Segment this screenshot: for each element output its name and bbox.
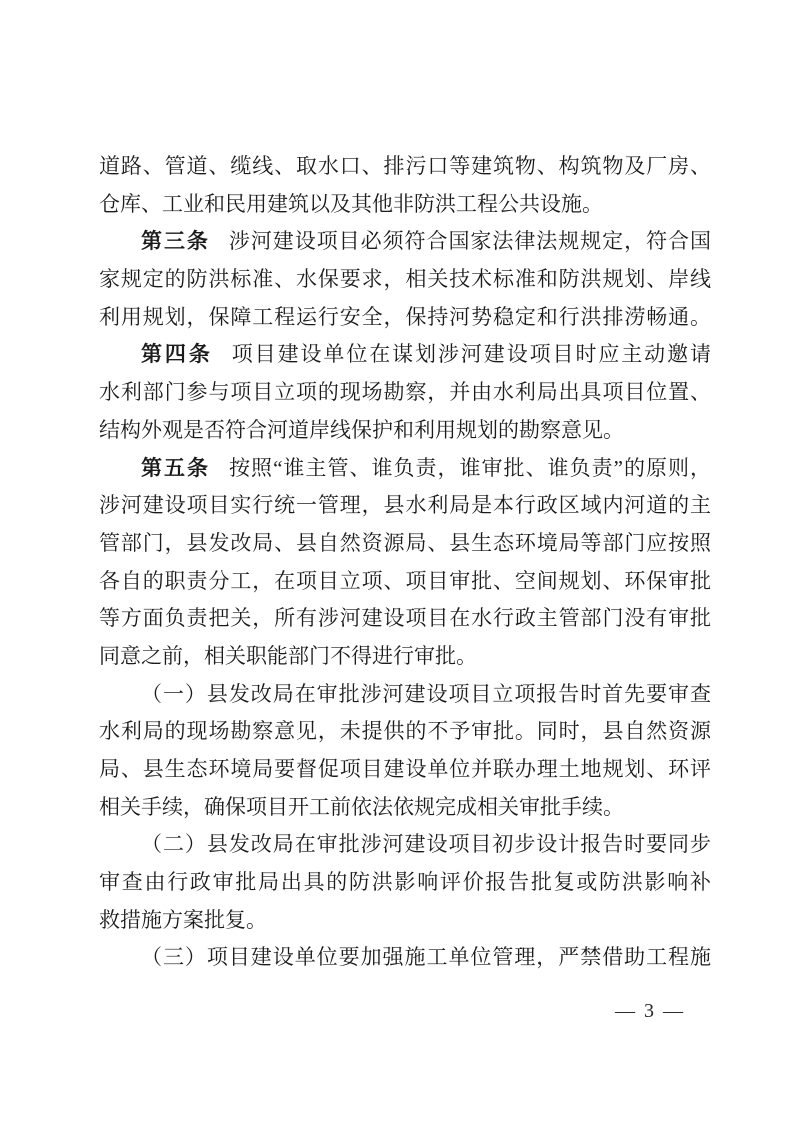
text-line [99,939,711,977]
text-line [99,902,711,940]
line-text: 涉河建设项目必须符合国家法律法规规定，符合国 [228,229,711,254]
text-line [99,563,711,601]
line-text: （二）县发改局在审批涉河建设项目初步设计报告时要同步 [141,832,711,857]
document-body [99,148,711,977]
text-line [99,148,711,186]
article-number: 第五条 [141,456,211,480]
line-text: 道路、管道、缆线、取水口、排污口等建筑物、构筑物及厂房、 [99,154,711,178]
text-line [99,450,711,488]
text-line [99,676,711,714]
line-text: 救措施方案批复。 [99,907,267,932]
line-text: 审查由行政审批局出具的防洪影响评价报告批复或防洪影响补 [99,870,711,895]
line-text: 利用规划，保障工程运行安全，保持河势稳定和行洪排涝畅通。 [99,304,711,329]
text-line [99,223,711,261]
text-line [99,299,711,337]
line-text: 家规定的防洪标准、水保要求，相关技术标准和防洪规划、岸线 [99,267,711,292]
line-text: 水利部门参与项目立项的现场勘察，并由水利局出具项目位置、 [99,380,711,405]
text-line [99,186,711,224]
line-text: 按照“谁主管、谁负责，谁审批、谁负责”的原则， [229,455,711,480]
line-text: （一）县发改局在审批涉河建设项目立项报告时首先要审查 [141,681,711,706]
text-line [99,525,711,563]
line-text: 各自的职责分工，在项目立项、项目审批、空间规划、环保审批 [99,568,711,593]
text-line [99,713,711,751]
text-line [99,336,711,374]
text-line [99,487,711,525]
text-line [99,374,711,412]
line-text: 管部门，县发改局、县自然资源局、县生态环境局等部门应按照 [99,530,711,555]
article-number: 第三条 [141,230,210,254]
line-text: 等方面负责把关，所有涉河建设项目在水行政主管部门没有审批 [99,606,711,631]
text-line [99,751,711,789]
line-text: 涉河建设项目实行统一管理，县水利局是本行政区域内河道的主 [99,493,711,518]
text-line [99,261,711,299]
text-line [99,638,711,676]
line-text: 局、县生态环境局要督促项目建设单位并联办理土地规划、环评 [99,757,711,781]
text-line [99,789,711,827]
page-number: — 3 — [615,1000,685,1022]
text-line [99,412,711,450]
line-text: 仓库、工业和民用建筑以及其他非防洪工程公共设施。 [99,191,603,216]
text-line [99,864,711,902]
text-line [99,600,711,638]
line-text: 水利局的现场勘察意见，未提供的不予审批。同时，县自然资源 [99,719,711,744]
article-number: 第四条 [141,343,213,367]
text-line [99,826,711,864]
line-text: 相关手续，确保项目开工前依法依规完成相关审批手续。 [99,794,624,819]
line-text: 结构外观是否符合河道岸线保护和利用规划的勘察意见。 [99,417,624,442]
line-text: 同意之前，相关职能部门不得进行审批。 [99,643,477,668]
line-text: 项目建设单位在谋划涉河建设项目时应主动邀请 [231,342,711,367]
line-text: （三）项目建设单位要加强施工单位管理，严禁借助工程施 [141,945,711,970]
